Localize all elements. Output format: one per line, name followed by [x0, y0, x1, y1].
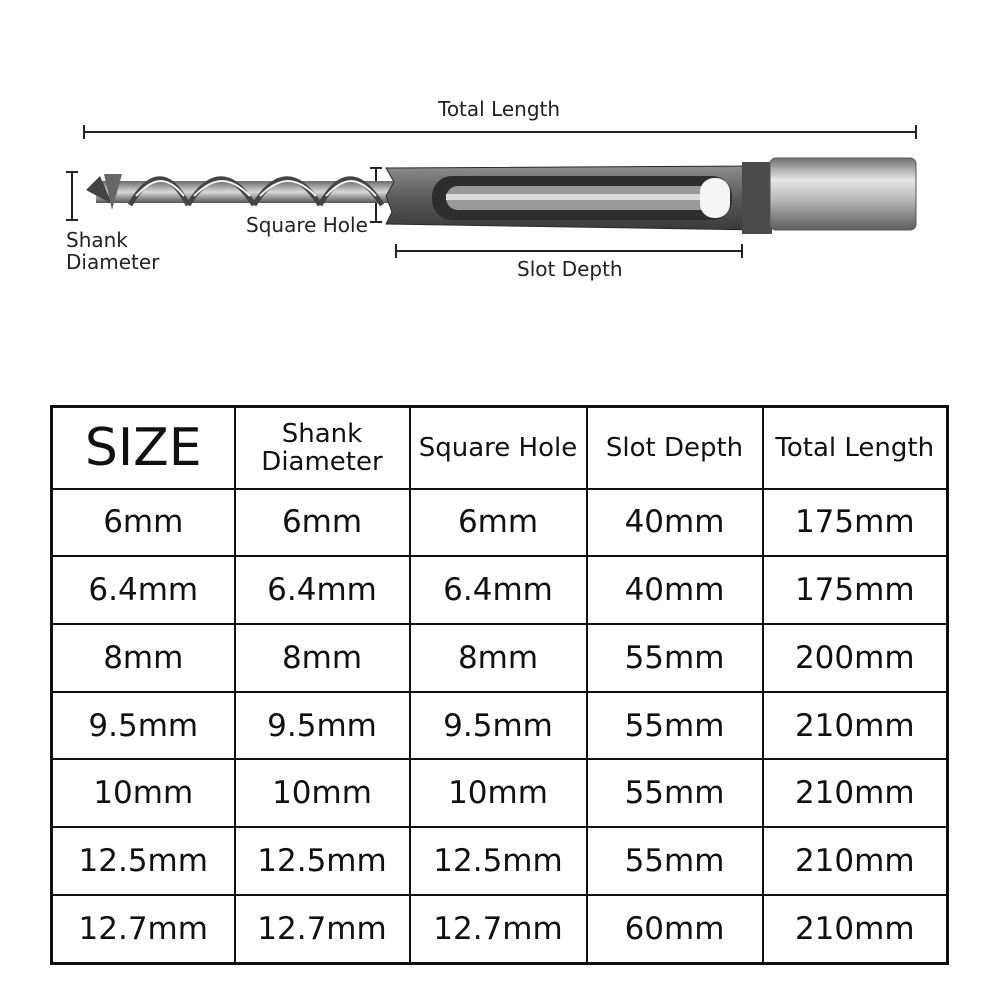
cell-size: 12.5mm: [52, 827, 235, 895]
cell-square-hole: 6.4mm: [410, 556, 587, 624]
cell-slot-depth: 40mm: [587, 489, 763, 557]
table-row: [52, 489, 948, 557]
cell-square-hole: 8mm: [410, 624, 587, 692]
cell-shank-diameter: 9.5mm: [235, 692, 410, 760]
shank-diameter-label-line2: Diameter: [66, 250, 160, 274]
header-square-hole: Square Hole: [410, 407, 587, 489]
cell-slot-depth: 55mm: [587, 827, 763, 895]
table-row: [52, 759, 948, 827]
cell-total-length: 210mm: [763, 827, 948, 895]
header-slot-depth: Slot Depth: [587, 407, 763, 489]
header-total-length: Total Length: [763, 407, 948, 489]
cell-total-length: 200mm: [763, 624, 948, 692]
cell-total-length: 175mm: [763, 489, 948, 557]
cell-shank-diameter: 12.7mm: [235, 895, 410, 964]
total-length-dimension: [84, 125, 916, 139]
cell-slot-depth: 55mm: [587, 692, 763, 760]
cell-slot-depth: 55mm: [587, 624, 763, 692]
chisel-body: [386, 162, 772, 234]
cell-total-length: 175mm: [763, 556, 948, 624]
cell-square-hole: 6mm: [410, 489, 587, 557]
slot-depth-label: Slot Depth: [517, 257, 623, 281]
header-size: SIZE: [52, 407, 235, 489]
cell-size: 6mm: [52, 489, 235, 557]
cell-size: 6.4mm: [52, 556, 235, 624]
cell-total-length: 210mm: [763, 759, 948, 827]
cell-size: 9.5mm: [52, 692, 235, 760]
header-shank-line1: Shank: [281, 418, 363, 449]
cell-slot-depth: 60mm: [587, 895, 763, 964]
shank-diameter-label-line1: Shank: [66, 228, 128, 252]
cell-shank-diameter: 12.5mm: [235, 827, 410, 895]
size-spec-table: [50, 405, 949, 965]
drill-bit-diagram: [0, 0, 1000, 330]
auger-bit: [86, 174, 396, 210]
cell-slot-depth: 40mm: [587, 556, 763, 624]
cell-size: 12.7mm: [52, 895, 235, 964]
cell-slot-depth: 55mm: [587, 759, 763, 827]
cell-total-length: 210mm: [763, 692, 948, 760]
cell-shank-diameter: 10mm: [235, 759, 410, 827]
table-row: [52, 827, 948, 895]
header-shank-diameter: [235, 407, 410, 489]
table-row: [52, 556, 948, 624]
cell-shank-diameter: 6mm: [235, 489, 410, 557]
table-row: [52, 895, 948, 964]
table-row: [52, 624, 948, 692]
shank-diameter-dimension: [66, 172, 78, 220]
drill-bit-illustration: [0, 0, 1000, 330]
cell-shank-diameter: 8mm: [235, 624, 410, 692]
cell-square-hole: 10mm: [410, 759, 587, 827]
cell-shank-diameter: 6.4mm: [235, 556, 410, 624]
table-row: [52, 692, 948, 760]
header-shank-line2: Diameter: [261, 446, 383, 477]
cell-size: 8mm: [52, 624, 235, 692]
table-header-row: [52, 407, 948, 489]
cell-total-length: 210mm: [763, 895, 948, 964]
total-length-label: Total Length: [438, 97, 561, 121]
cell-square-hole: 12.5mm: [410, 827, 587, 895]
shank-diameter-label: [66, 229, 159, 273]
cell-square-hole: 12.7mm: [410, 895, 587, 964]
slot-depth-dimension: [396, 244, 742, 258]
square-hole-label: Square Hole: [246, 213, 368, 237]
cell-size: 10mm: [52, 759, 235, 827]
shank: [770, 158, 916, 230]
cell-square-hole: 9.5mm: [410, 692, 587, 760]
